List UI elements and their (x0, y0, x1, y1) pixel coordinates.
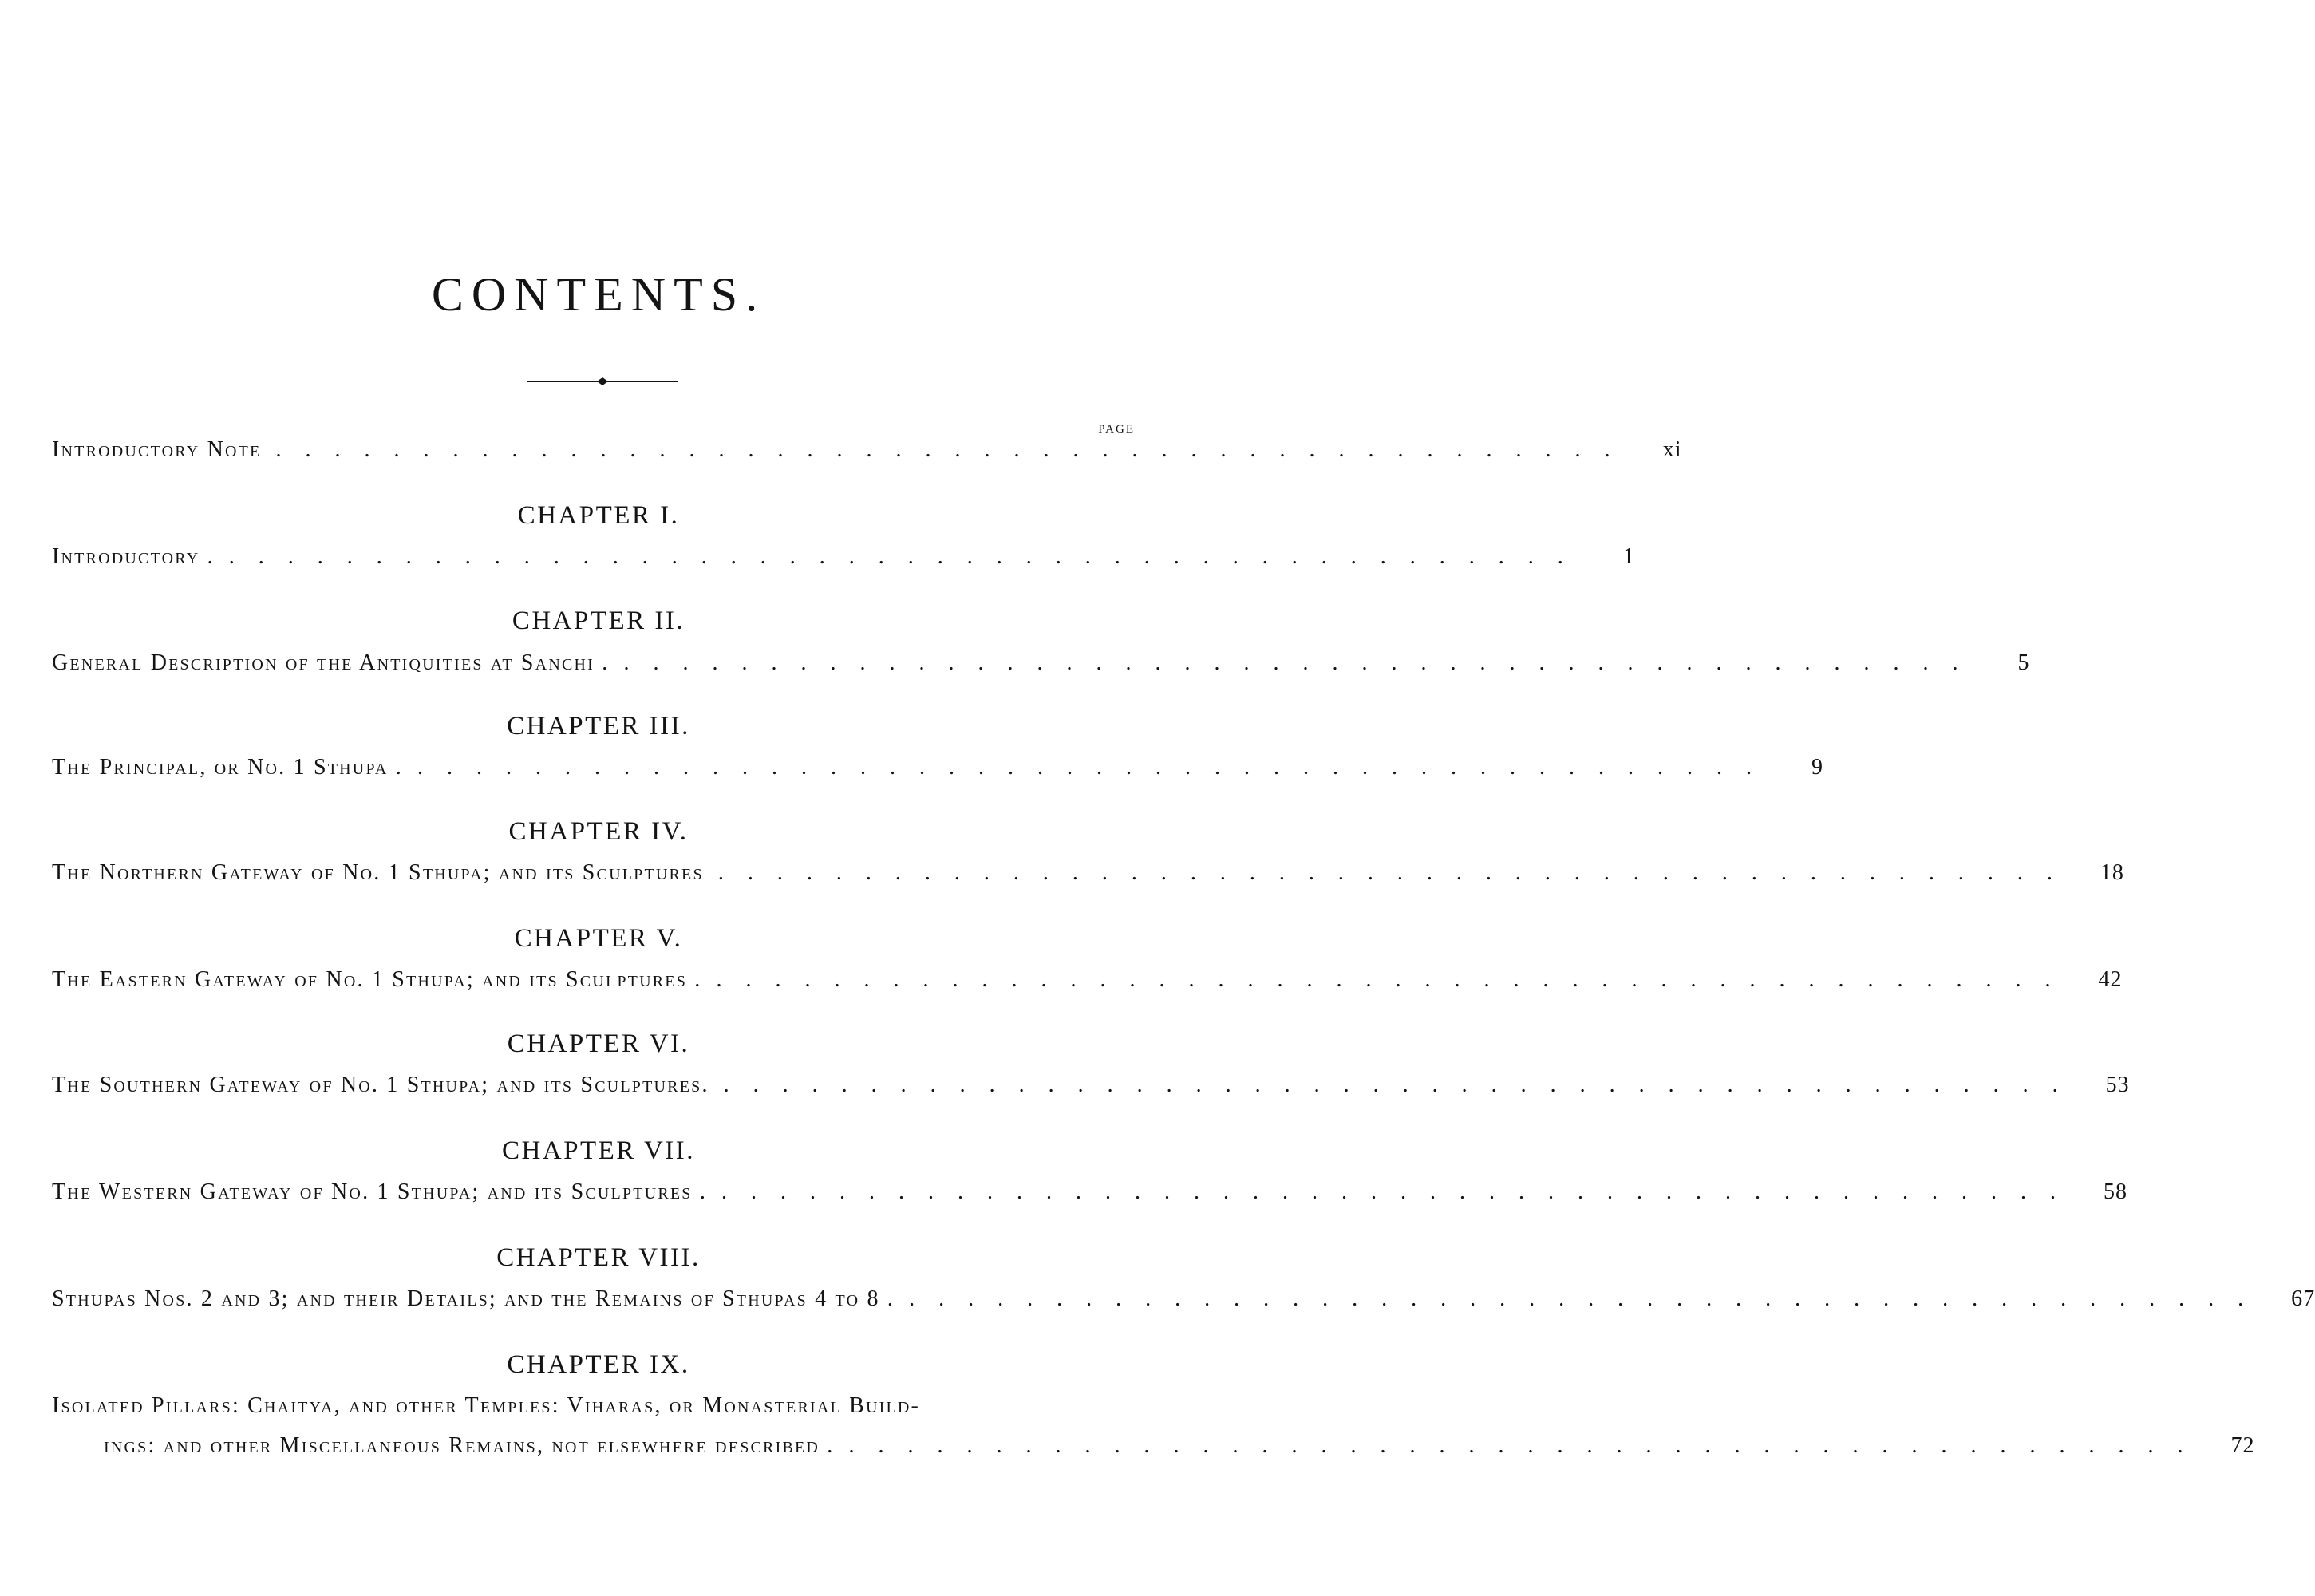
dot-leader: .............................................. (417, 755, 1776, 780)
page-title: CONTENTS. (431, 268, 766, 321)
chapter-heading: CHAPTER VI. (507, 1029, 690, 1058)
toc-entry-page: 5 (2017, 650, 2030, 675)
toc-entry-page: 72 (2230, 1433, 2255, 1458)
ornament-divider-icon (527, 375, 678, 388)
toc-entry-title: The Principal, or No. 1 Sthupa . (52, 755, 403, 780)
chapter-heading: CHAPTER I. (517, 501, 680, 530)
toc-entry-page: 1 (1622, 544, 1635, 569)
chapter-heading: CHAPTER VII. (501, 1136, 696, 1165)
chapter-heading: CHAPTER III. (507, 712, 690, 741)
dot-leader: .............................................. (717, 860, 2076, 885)
dot-leader: .............................................. (848, 1433, 2207, 1458)
dot-leader: .............................................. (721, 1179, 2080, 1204)
toc-entry-page: xi (1662, 437, 1682, 462)
toc-entry[interactable] (52, 1393, 2255, 1468)
toc-entry-page: 18 (2100, 860, 2124, 885)
toc-entry-page: 67 (2291, 1286, 2315, 1311)
chapter-heading: CHAPTER V. (514, 924, 683, 953)
toc-entry-title-line2: ings: and other Miscellaneous Remains, not elsewhere described . (104, 1433, 835, 1458)
toc-entry-title: Sthupas Nos. 2 and 3; and their Details; and the Remains of Sthupas 4 to 8 . (52, 1286, 895, 1311)
dot-leader: .............................................. (909, 1286, 2268, 1311)
toc-entry[interactable] (52, 1073, 2130, 1108)
toc-entry-line2 (52, 1433, 2255, 1468)
toc-entry[interactable] (52, 755, 1823, 790)
toc-entry-title: The Southern Gateway of No. 1 Sthupa; and its Sculptures. (52, 1073, 709, 1097)
dot-leader: .............................................. (228, 544, 1587, 569)
toc-entry-page: 9 (1811, 755, 1823, 780)
dot-leader: .............................................. (275, 437, 1634, 462)
toc-entry-title: The Northern Gateway of No. 1 Sthupa; and its Sculptures (52, 860, 704, 885)
page-column-label: PAGE (1098, 423, 1135, 436)
dot-leader: .............................................. (716, 967, 2075, 992)
chapter-heading: CHAPTER VIII. (496, 1243, 701, 1272)
toc-entry-title-line1: Isolated Pillars: Chaitya, and other Temples: Viharas, or Monasterial Build- (52, 1393, 921, 1418)
toc-entry[interactable] (52, 860, 2124, 895)
toc-entry-title: The Eastern Gateway of No. 1 Sthupa; and its Sculptures . (52, 967, 702, 992)
toc-entry[interactable] (52, 967, 2123, 1002)
toc-entry[interactable] (52, 544, 1635, 579)
toc-entry[interactable] (52, 437, 1682, 472)
toc-entry[interactable] (52, 1286, 2315, 1321)
toc-entry-title: The Western Gateway of No. 1 Sthupa; and its Sculptures . (52, 1179, 708, 1204)
dot-leader: .............................................. (723, 1073, 2082, 1097)
toc-entry-title: Introductory . (52, 544, 215, 569)
toc-entry-page: 53 (2105, 1073, 2130, 1097)
toc-entry-title: General Description of the Antiquities at Sanchi . (52, 650, 610, 675)
chapter-heading: CHAPTER IX. (507, 1350, 690, 1379)
dot-leader: .............................................. (623, 650, 1982, 675)
toc-entry-page: 42 (2098, 967, 2123, 992)
chapter-heading: CHAPTER IV. (508, 817, 689, 846)
toc-entry-page: 58 (2104, 1179, 2128, 1204)
toc-entry[interactable] (52, 650, 2030, 685)
chapter-heading: CHAPTER II. (512, 606, 685, 635)
toc-entry-title: Introductory Note (52, 437, 262, 462)
toc-entry[interactable] (52, 1179, 2128, 1215)
